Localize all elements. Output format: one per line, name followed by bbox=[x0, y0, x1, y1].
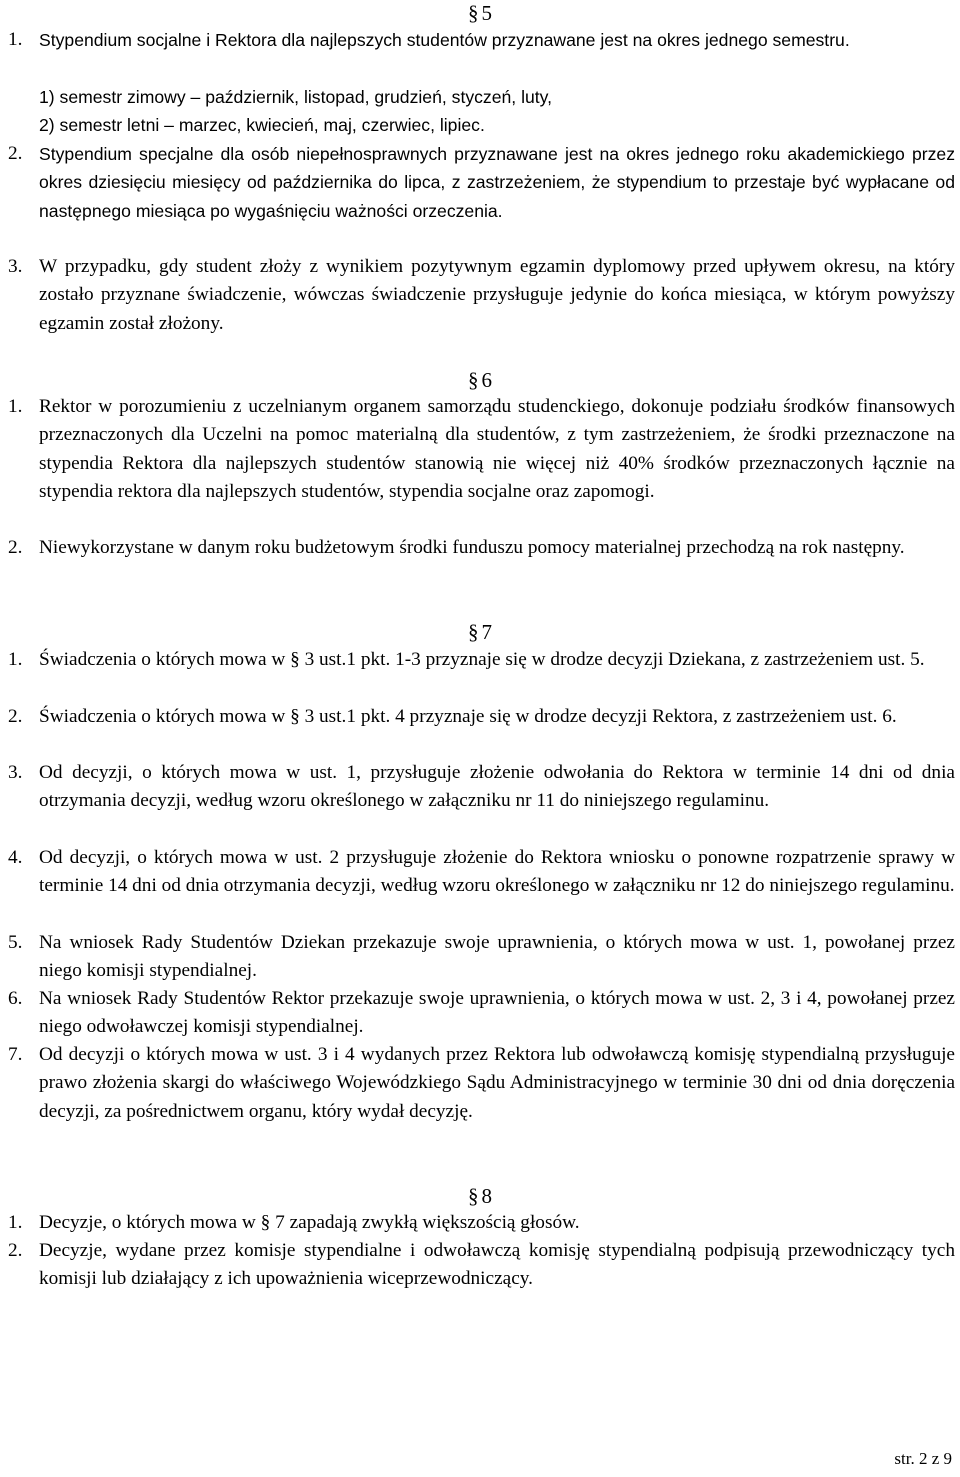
item-text: Na wniosek Rady Studentów Rektor przekazuje swoje uprawnienia, o których mowa w ust. 2, 3 i 4, powołanej przez niego odwoławczej komisji stypendialnej. bbox=[39, 988, 955, 1038]
item-number: 1. bbox=[8, 396, 23, 417]
item-number: 2. bbox=[8, 1240, 23, 1261]
item-number: 2. bbox=[8, 537, 23, 558]
item-text: Stypendium socjalne i Rektora dla najlepszych studentów przyznawane jest na okres jednego semestru. bbox=[39, 30, 850, 50]
list-subitem: 1) semestr zimowy – październik, listopad, grudzień, styczeń, luty, bbox=[39, 87, 553, 107]
list-item bbox=[0, 253, 960, 338]
list-item bbox=[0, 1209, 960, 1237]
section-heading-5 bbox=[0, 0, 960, 27]
section-number: 5 bbox=[481, 1, 492, 25]
section-heading-7 bbox=[0, 618, 960, 646]
item-text: Decyzje, o których mowa w § 7 zapadają zwykłą większością głosów. bbox=[39, 1212, 580, 1233]
item-number: 2. bbox=[8, 143, 23, 164]
item-text: W przypadku, gdy student złoży z wynikiem pozytywnym egzamin dyplomowy przed upływem okresu, na który zostało przyznane świadczenie, wówczas świadczenie przysługuje jedynie do końca miesiąca, w którym powyższy egzamin został złożony. bbox=[39, 256, 955, 334]
page-number: str. 2 z 9 bbox=[894, 1449, 952, 1468]
item-number: 3. bbox=[8, 762, 23, 783]
item-text: Rektor w porozumieniu z uczelnianym organem samorządu studenckiego, dokonuje podziału środków finansowych przeznaczonych dla Uczelni na pomoc materialną dla studentów, z tym zastrzeżeniem, że środki przeznaczone na stypendia Rektora dla najlepszych studentów stanowią nie więcej niż 40% środków przeznaczonych łącznie na stypendia rektora dla najlepszych studentów, stypendia socjalne oraz zapomogi. bbox=[39, 396, 955, 503]
item-text: Na wniosek Rady Studentów Dziekan przekazuje swoje uprawnienia, o których mowa w ust. 1, powołanej przez niego komisji stypendialnej. bbox=[39, 932, 955, 982]
list-item bbox=[0, 646, 960, 674]
section-symbol: § bbox=[468, 1184, 479, 1208]
item-text: Stypendium specjalne dla osób niepełnosprawnych przyznawane jest na okres jednego roku akademickiego przez okres dziesięciu miesięcy od października do lipca, z zastrzeżeniem, że stypendium to przestaje być wypłacane od następnego miesiąca po wygaśnięciu ważności orzeczenia. bbox=[39, 144, 955, 221]
list-item bbox=[0, 393, 960, 507]
list-item bbox=[0, 1237, 960, 1294]
section-heading-8 bbox=[0, 1182, 960, 1210]
item-number: 6. bbox=[8, 988, 23, 1009]
item-text: Decyzje, wydane przez komisje stypendialne i odwoławczą komisję stypendialną podpisują przewodniczący tych komisji lub działający z ich upoważnienia wiceprzewodniczący. bbox=[39, 1240, 955, 1290]
list-item bbox=[0, 26, 960, 54]
item-number: 3. bbox=[8, 256, 23, 277]
list-item bbox=[0, 140, 960, 225]
item-number: 2. bbox=[8, 706, 23, 727]
list-item bbox=[0, 844, 960, 901]
item-number: 1. bbox=[8, 29, 23, 50]
list-subitem: 2) semestr letni – marzec, kwiecień, maj, czerwiec, lipiec. bbox=[39, 115, 485, 135]
item-number: 4. bbox=[8, 847, 23, 868]
list-item bbox=[0, 985, 960, 1042]
section-symbol: § bbox=[468, 620, 479, 644]
item-text: Niewykorzystane w danym roku budżetowym środki funduszu pomocy materialnej przechodzą na rok następny. bbox=[39, 537, 905, 558]
item-text: Od decyzji, o których mowa w ust. 1, przysługuje złożenie odwołania do Rektora w terminie 14 dni od dnia otrzymania decyzji, według wzoru określonego w załączniku nr 11 do niniejszego regulaminu. bbox=[39, 762, 955, 812]
list-item bbox=[0, 929, 960, 986]
item-number: 1. bbox=[8, 1212, 23, 1233]
section-number: 7 bbox=[481, 620, 492, 644]
item-number: 5. bbox=[8, 932, 23, 953]
item-number: 1. bbox=[8, 649, 23, 670]
item-text: Świadczenia o których mowa w § 3 ust.1 pkt. 4 przyznaje się w drodze decyzji Rektora, z zastrzeżeniem ust. 6. bbox=[39, 706, 897, 727]
section-heading-6 bbox=[0, 366, 960, 394]
section-symbol: § bbox=[468, 368, 479, 392]
item-number: 7. bbox=[8, 1044, 23, 1065]
list-item bbox=[0, 759, 960, 816]
list-item bbox=[0, 703, 960, 731]
list-item bbox=[0, 1041, 960, 1126]
item-text: Od decyzji, o których mowa w ust. 2 przysługuje złożenie do Rektora wniosku o ponowne rozpatrzenie sprawy w terminie 14 dni od dnia otrzymania decyzji, według wzoru określonego w załączniku nr 12 do niniejszego regulaminu. bbox=[39, 847, 955, 897]
item-text: Od decyzji o których mowa w ust. 3 i 4 wydanych przez Rektora lub odwoławczą komisję stypendialną przysługuje prawo złożenia skargi do właściwego Wojewódzkiego Sądu Administracyjnego w terminie 30 dni od dnia doręczenia decyzji, za pośrednictwem organu, który wydał decyzję. bbox=[39, 1044, 955, 1122]
section-number: 8 bbox=[481, 1184, 492, 1208]
item-text: Świadczenia o których mowa w § 3 ust.1 pkt. 1-3 przyznaje się w drodze decyzji Dziekana, z zastrzeżeniem ust. 5. bbox=[39, 649, 925, 670]
section-number: 6 bbox=[481, 368, 492, 392]
list-item bbox=[0, 534, 960, 562]
section-symbol: § bbox=[468, 1, 479, 25]
